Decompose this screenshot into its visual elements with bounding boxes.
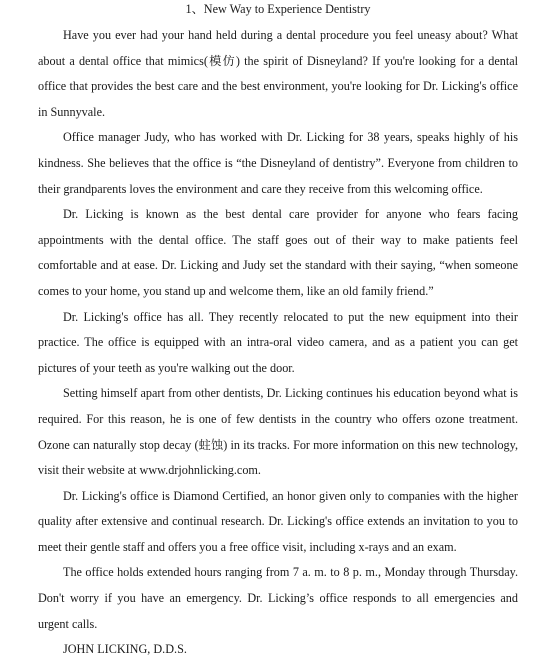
- paragraph-intro: Have you ever had your hand held during a dental procedure you feel uneasy about? What about a dental office that mimics(模仿) the spirit of Disneyland? If you're looking for a dental office that provides the best care and the best environment, you're looking for Dr. Licking's office in Sunnyvale.: [38, 28, 518, 119]
- paragraph-equipment: Dr. Licking's office has all. They recently relocated to put the new equipment into their practice. The office is equipped with an intra-oral video camera, and as a patient you can get pictures of your teeth as you're walking out the door.: [38, 309, 518, 375]
- paragraph-ozone-treatment: Setting himself apart from other dentists, Dr. Licking continues his education beyond what is required. For this reason, he is one of few dentists in the country who offers ozone treatment. Ozone can naturally stop decay (蛀蚀) in its tracks. For more information on this new technology, visit their website at www.drjohnlicking.com.: [38, 386, 518, 478]
- paragraph-dental-care: Dr. Licking is known as the best dental care provider for anyone who fears facing appointments with the dental office. The staff goes out of their way to make patients feel comfortable and at ease. Dr. Licking and Judy set the standard with their saying, “when someone comes to your home, you stand up and welcome them, like an old family friend.”: [38, 207, 518, 298]
- paragraph-office-manager: Office manager Judy, who has worked with Dr. Licking for 38 years, speaks highly of his kindness. She believes that the office is “the Disneyland of dentistry”. Everyone from children to their grandparents loves the environment and care they receive from this welcoming office.: [38, 130, 518, 196]
- paragraph-office-hours: The office holds extended hours ranging from 7 a. m. to 8 p. m., Monday through Thursday. Don't worry if you have an emergency. Dr. Licking’s office responds to all emergencies and urgent calls.: [38, 565, 518, 631]
- signature: JOHN LICKING, D.D.S.: [63, 642, 187, 657]
- document-title: 1、New Way to Experience Dentistry: [185, 2, 371, 16]
- paragraph-diamond-certified: Dr. Licking's office is Diamond Certified, an honor given only to companies with the higher quality after extensive and continual research. Dr. Licking's office extends an invitation to you to meet their gentle staff and offers you a free office visit, including x-rays and an exam.: [38, 488, 518, 554]
